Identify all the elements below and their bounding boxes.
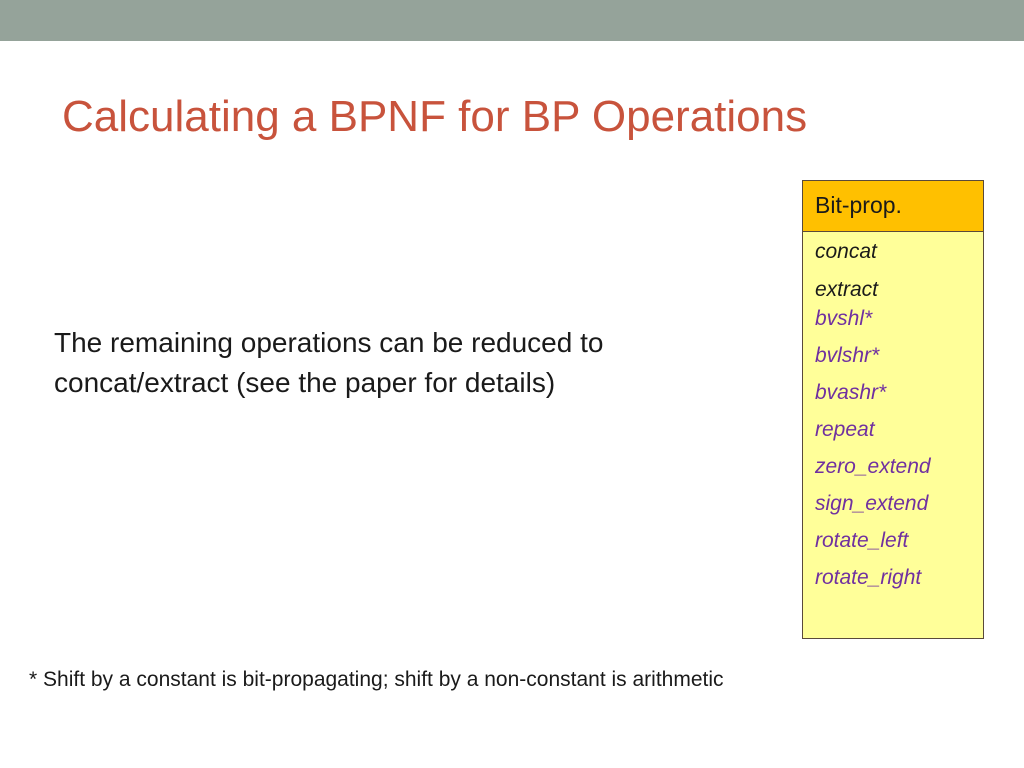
slide-title: Calculating a BPNF for BP Operations: [62, 92, 808, 141]
bit-prop-header: Bit-prop.: [803, 181, 983, 232]
body-line-2: concat/extract (see the paper for details): [54, 367, 556, 398]
bit-prop-table: [802, 180, 984, 639]
op-bvshl: bvshl*: [815, 307, 873, 330]
op-bvashr: bvashr*: [815, 381, 887, 404]
op-zero-extend: zero_extend: [815, 455, 931, 478]
op-concat: concat: [815, 240, 877, 263]
op-repeat: repeat: [815, 418, 875, 441]
body-text: [54, 323, 754, 403]
body-line-1: The remaining operations can be reduced to: [54, 327, 604, 358]
op-rotate-left: rotate_left: [815, 529, 909, 552]
footnote: * Shift by a constant is bit-propagating; shift by a non-constant is arithmetic: [29, 668, 724, 691]
op-rotate-right: rotate_right: [815, 566, 922, 589]
op-sign-extend: sign_extend: [815, 492, 929, 515]
top-bar: [0, 0, 1024, 41]
op-extract: extract: [815, 278, 879, 301]
op-bvlshr: bvlshr*: [815, 344, 880, 367]
